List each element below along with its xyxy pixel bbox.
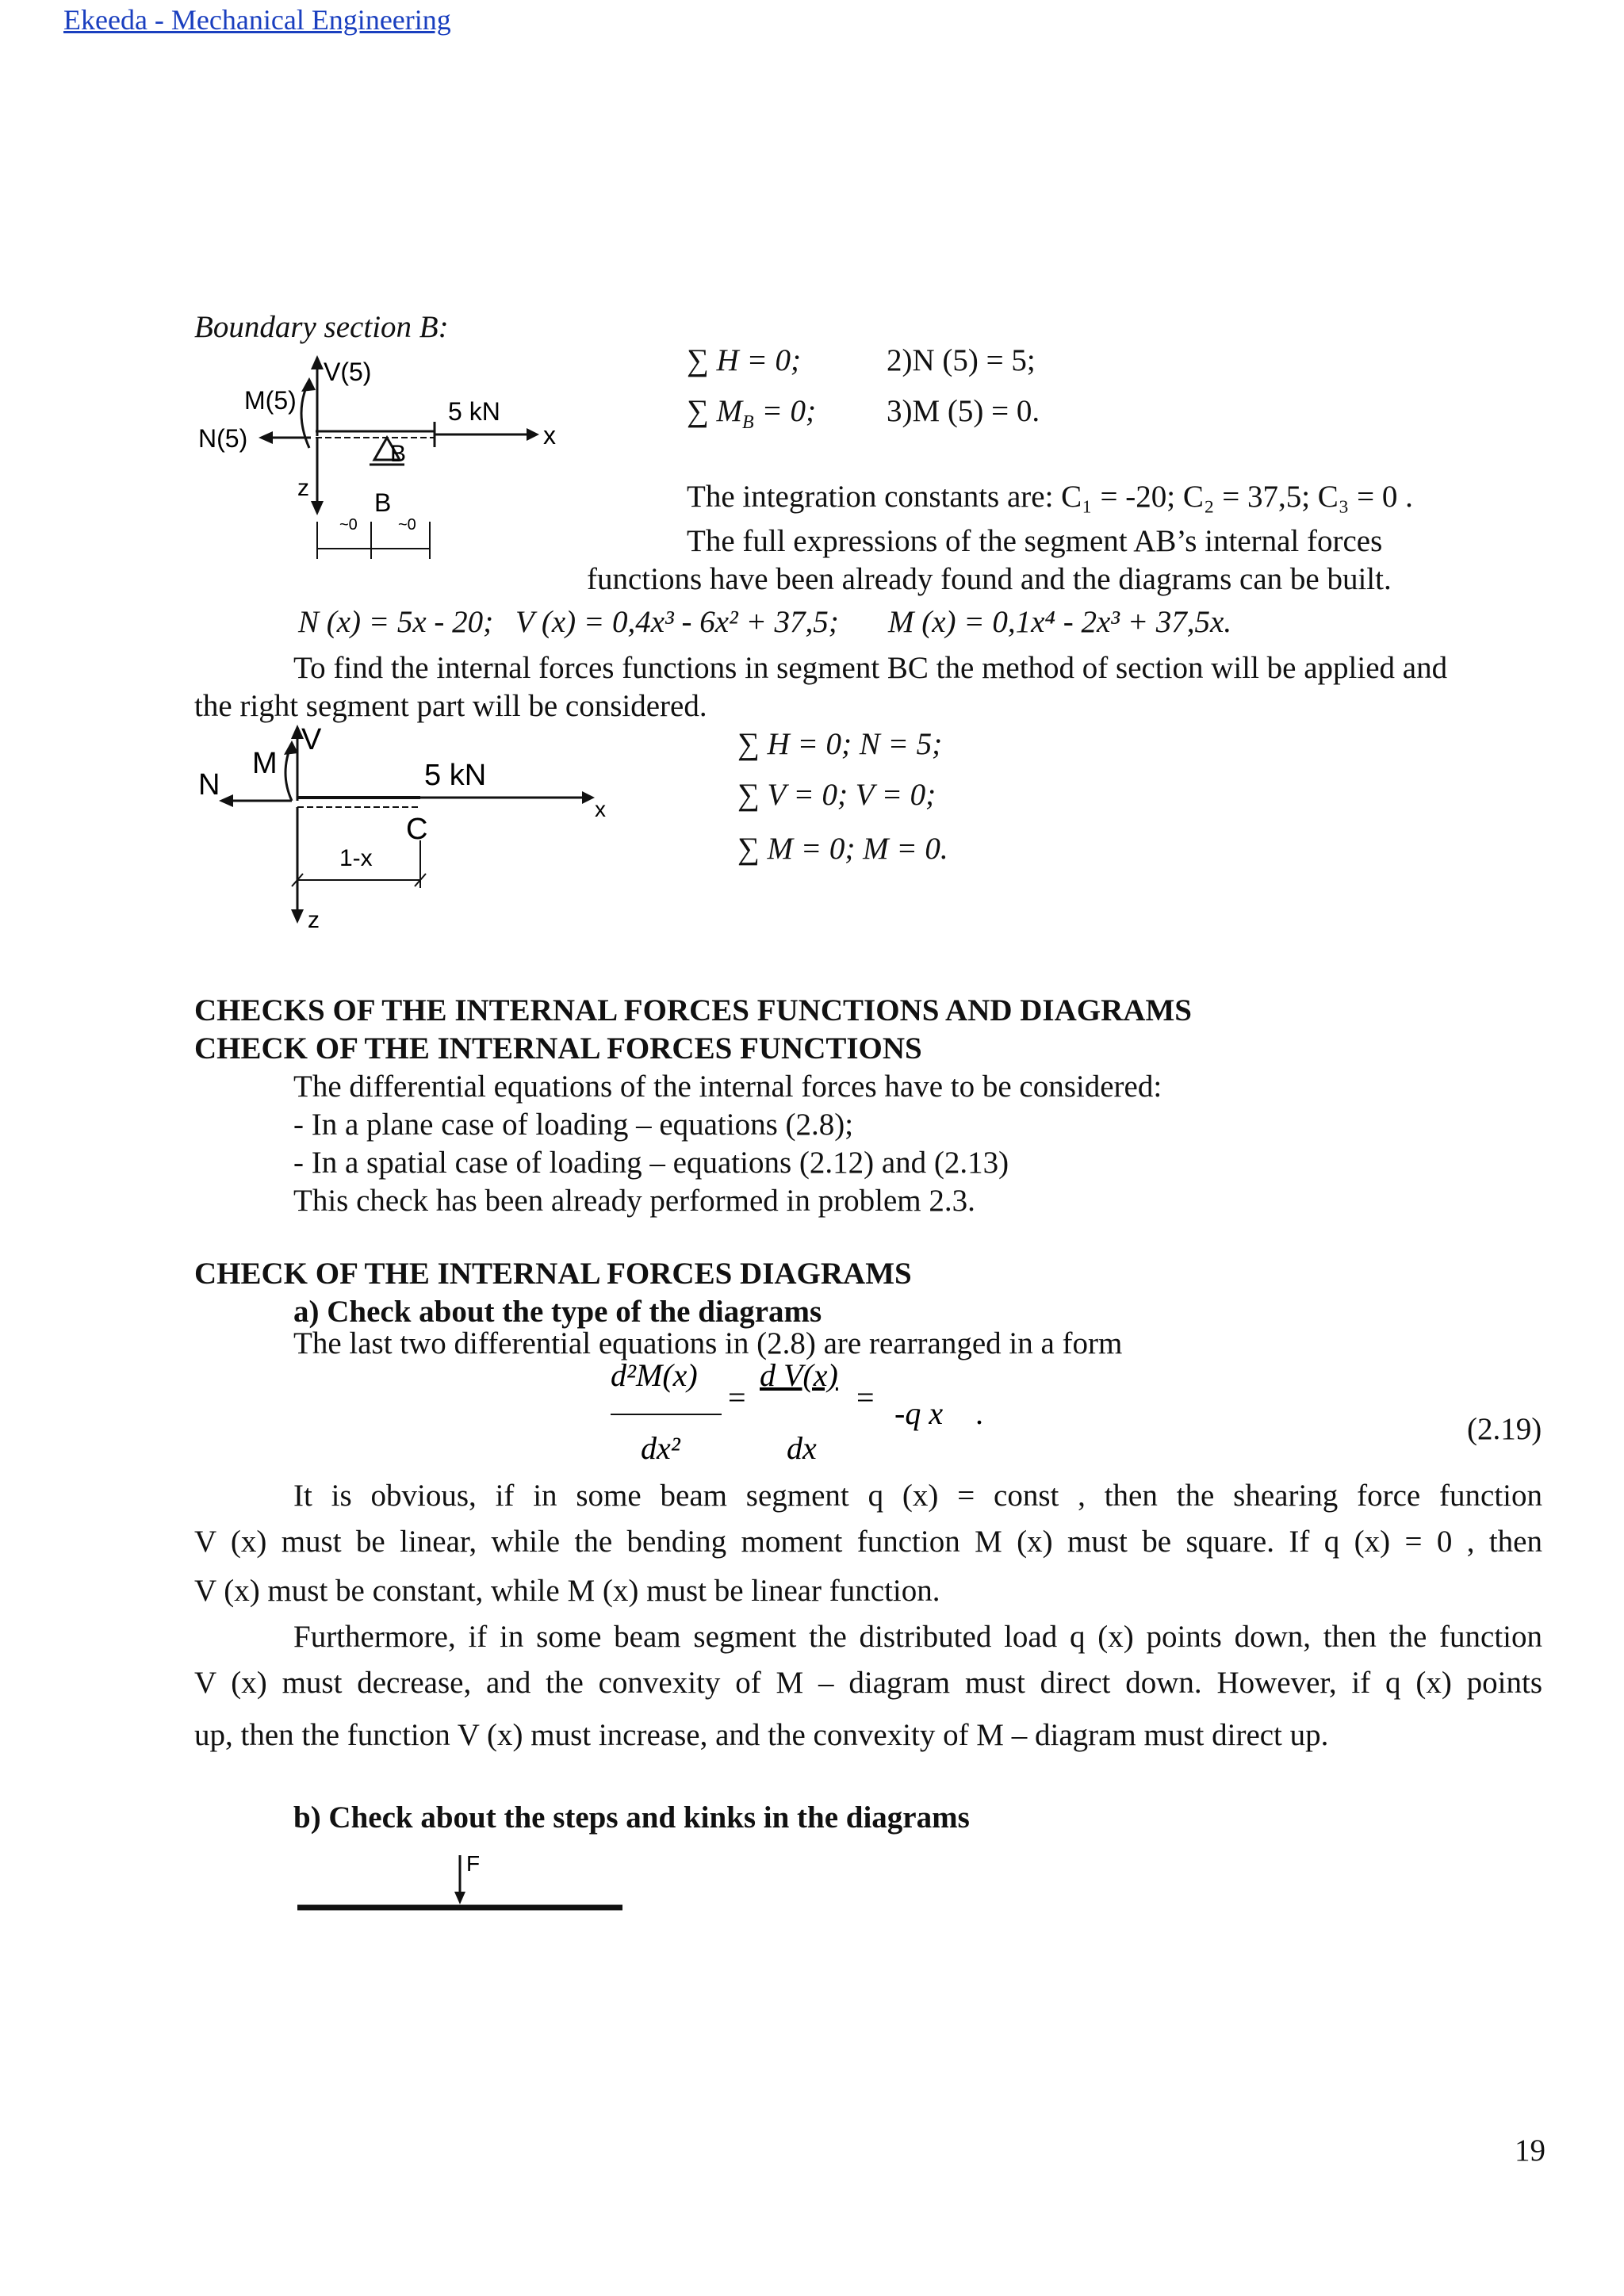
eq-dot: . bbox=[975, 1395, 983, 1431]
figure-segment-bc bbox=[190, 721, 634, 936]
eq-den1: dx² bbox=[641, 1430, 680, 1466]
formula-v: V (x) = 0,4x³ - 6x² + 37,5; bbox=[515, 605, 839, 639]
header-link[interactable]: Ekeeda - Mechanical Engineering bbox=[63, 4, 451, 36]
eq-n5: 2)N (5) = 5; bbox=[887, 343, 1036, 377]
fig1-label-d2: ~0 bbox=[398, 516, 416, 534]
paragraph1-line2: V (x) must be linear, while the bending moment function M (x) must be square. If q (x) = 0 , then bbox=[194, 1525, 1542, 1559]
equation-number: (2.19) bbox=[1467, 1412, 1542, 1446]
eq-sum-mb bbox=[687, 393, 816, 434]
paragraph2-line3: up, then the function V (x) must increase, and the convexity of M – diagram must direct up. bbox=[194, 1718, 1329, 1752]
fig1-label-z: z bbox=[297, 475, 309, 501]
eq-equals2: = bbox=[856, 1380, 875, 1415]
fig2-label-x: x bbox=[595, 797, 606, 821]
fig1-label-v: V(5) bbox=[324, 358, 372, 386]
boundary-section-b-title: Boundary section B: bbox=[194, 310, 449, 344]
paragraph2-line1: Furthermore, if in some beam segment the distributed load q (x) points down, then the function bbox=[293, 1620, 1542, 1654]
paragraph2-line2: V (x) must decrease, and the convexity of M – diagram must direct down. However, if q (x) points bbox=[194, 1666, 1542, 1700]
full-expressions-line1: The full expressions of the segment AB’s internal forces bbox=[687, 524, 1383, 558]
fig1-label-x: x bbox=[543, 421, 556, 450]
fig2-label-c: C bbox=[406, 813, 428, 846]
eq-rhs: -q x bbox=[894, 1395, 944, 1431]
eq-sum-mb-rest: = 0; bbox=[753, 394, 817, 428]
fig1-label-b1: B bbox=[390, 441, 407, 467]
eq-sum-mb-sub: B bbox=[742, 411, 754, 433]
fig2-label-len: 1-x bbox=[339, 845, 373, 871]
fig1-label-b2: B bbox=[374, 488, 392, 517]
formula-n: N (x) = 5x - 20; bbox=[298, 605, 494, 639]
eq-sum-h-b: ∑ H = 0; bbox=[687, 343, 802, 377]
check-line5: The last two differential equations in (2.8) are rearranged in a form bbox=[293, 1326, 1123, 1360]
check-line2: - In a plane case of loading – equations (2.8); bbox=[293, 1108, 854, 1142]
eq-bc-sum-m: ∑ M = 0; M = 0. bbox=[737, 832, 948, 866]
eq-num2: d V(x) bbox=[760, 1357, 838, 1393]
heading-checks: CHECKS OF THE INTERNAL FORCES FUNCTIONS AND DIAGRAMS bbox=[194, 993, 1192, 1027]
check-line4: This check has been already performed in problem 2.3. bbox=[293, 1184, 975, 1218]
full-expressions-line2: functions have been already found and the diagrams can be built. bbox=[587, 562, 1392, 596]
segment-bc-line1: To find the internal forces functions in segment BC the method of section will be applied and bbox=[293, 651, 1448, 685]
heading-check-diagrams: CHECK OF THE INTERNAL FORCES DIAGRAMS bbox=[194, 1257, 912, 1291]
page-number: 19 bbox=[1515, 2133, 1545, 2168]
fig1-label-n: N(5) bbox=[198, 424, 248, 453]
fig3-label-f: F bbox=[466, 1851, 481, 1876]
fig2-label-load: 5 kN bbox=[424, 759, 487, 792]
equation-2-19 bbox=[587, 1353, 1031, 1471]
eq-m5: 3)M (5) = 0. bbox=[887, 394, 1040, 428]
heading-check-functions: CHECK OF THE INTERNAL FORCES FUNCTIONS bbox=[194, 1031, 922, 1066]
fig2-label-m: M bbox=[252, 747, 278, 780]
integration-constants: The integration constants are: C₁ = -20; C₂ = 37,5; C₃ = 0 . bbox=[687, 480, 1413, 514]
formula-m: M (x) = 0,1x⁴ - 2x³ + 37,5x. bbox=[888, 605, 1232, 639]
fig2-label-n: N bbox=[198, 768, 220, 802]
fig1-label-d1: ~0 bbox=[339, 516, 358, 534]
check-line3: - In a spatial case of loading – equations (2.12) and (2.13) bbox=[293, 1146, 1009, 1180]
eq-sum-mb-main: ∑ M bbox=[687, 394, 743, 428]
fig1-label-m: M(5) bbox=[244, 386, 297, 415]
fig1-label-load: 5 kN bbox=[448, 397, 500, 426]
check-line1: The differential equations of the internal forces have to be considered: bbox=[293, 1070, 1162, 1104]
fig2-label-v: V bbox=[301, 723, 322, 756]
eq-den2: dx bbox=[787, 1430, 817, 1466]
figure-force-f bbox=[293, 1847, 626, 1919]
heading-type-of-diagrams: a) Check about the type of the diagrams bbox=[293, 1295, 822, 1329]
heading-steps-kinks: b) Check about the steps and kinks in the diagrams bbox=[293, 1800, 970, 1835]
paragraph1-line3: V (x) must be constant, while M (x) must be linear function. bbox=[194, 1574, 940, 1608]
fig2-label-z: z bbox=[308, 907, 320, 933]
eq-bc-sum-h: ∑ H = 0; N = 5; bbox=[737, 727, 943, 761]
paragraph1-line1: It is obvious, if in some beam segment q (x) = const , then the shearing force function bbox=[293, 1479, 1542, 1513]
segment-bc-line2: the right segment part will be considered. bbox=[194, 689, 707, 723]
figure-boundary-b bbox=[190, 349, 587, 571]
eq-equals1: = bbox=[728, 1380, 746, 1415]
eq-bc-sum-v: ∑ V = 0; V = 0; bbox=[737, 778, 936, 812]
eq-num1: d²M(x) bbox=[611, 1357, 698, 1393]
